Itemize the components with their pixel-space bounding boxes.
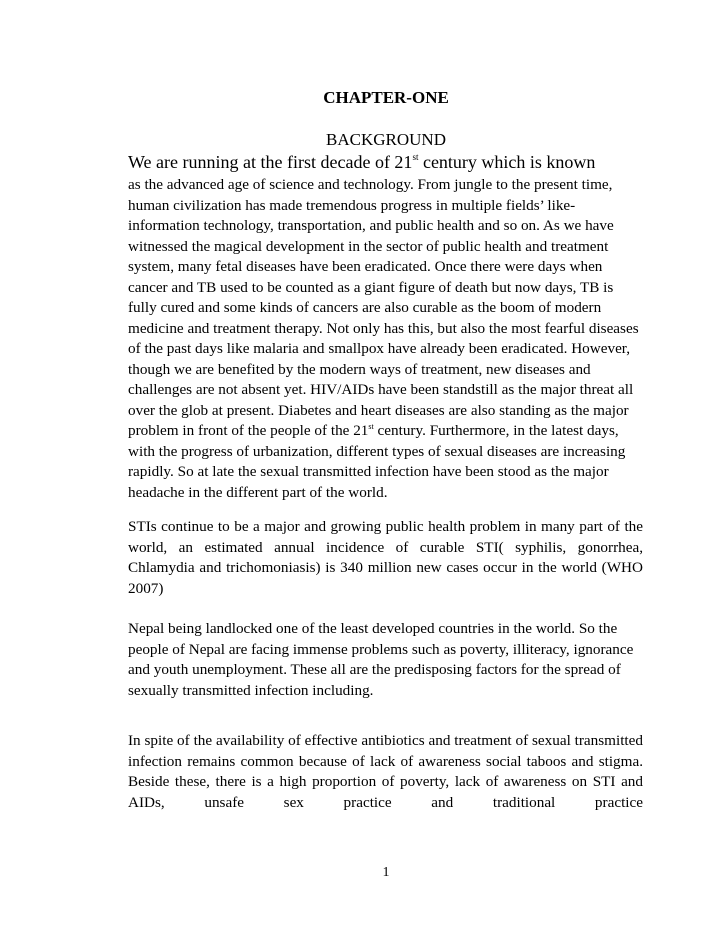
intro-superscript: st <box>412 152 419 162</box>
intro-line <box>128 152 595 173</box>
section-heading: BACKGROUND <box>326 130 446 149</box>
background-paragraph-2: STIs continue to be a major and growing public health problem in many part of the world, an estimated annual incidence of curable STI( syphilis, gonorrhea, Chlamydia and trichomoniasis) is 340 million new cases occur in the world (WHO 2007) <box>128 518 643 597</box>
background-paragraph-3: Nepal being landlocked one of the least developed countries in the world. So the people of Nepal are facing immense problems such as poverty, illiteracy, ignorance and youth unemployment. These all are the predisposing factors for the spread of sexually transmitted infection including. <box>128 620 634 699</box>
paragraph1-part2: century. Furthermore, in the latest days, with the progress of urbanization, different types of sexual diseases are increasing rapidly. So at late the sexual transmitted infection have been stood as the major headache in the different part of the world. <box>128 422 626 501</box>
chapter-heading: CHAPTER-ONE <box>323 88 449 107</box>
background-paragraph-1 <box>128 175 643 503</box>
background-paragraph-4: In spite of the availability of effective antibiotics and treatment of sexual transmitted infection remains common because of lack of awareness social taboos and stigma. Beside these, there is a high proportion of poverty, lack of awareness on STI and AIDs, unsafe sex practice and traditional practice <box>128 732 643 811</box>
intro-text-end: century which is known <box>418 152 596 172</box>
paragraph1-part1: as the advanced age of science and technology. From jungle to the present time, human civilization has made tremendous progress in multiple fields’ like- information technology, transportation, and public health and so on. As we have witnessed the magical development in the sector of public health and treatment system, many fetal diseases have been eradicated. Once there were days when cancer and TB used to be counted as a giant figure of death but now days, TB is fully cured and some kinds of cancers are also curable as the boom of modern medicine and treatment therapy. Not only has this, but also the most fearful diseases of the past days like malaria and smallpox have already been eradicated. However, though we are benefited by the modern ways of treatment, new diseases and challenges are not absent yet. HIV/AIDs have been standstill as the major threat all over the glob at present. Diabetes and heart diseases are also standing as the major problem in front of the people of the 21 <box>128 176 639 439</box>
paragraph1-superscript: st <box>368 422 374 431</box>
intro-text-start: We are running at the first decade of 21 <box>128 152 413 172</box>
page-number: 1 <box>382 865 390 880</box>
